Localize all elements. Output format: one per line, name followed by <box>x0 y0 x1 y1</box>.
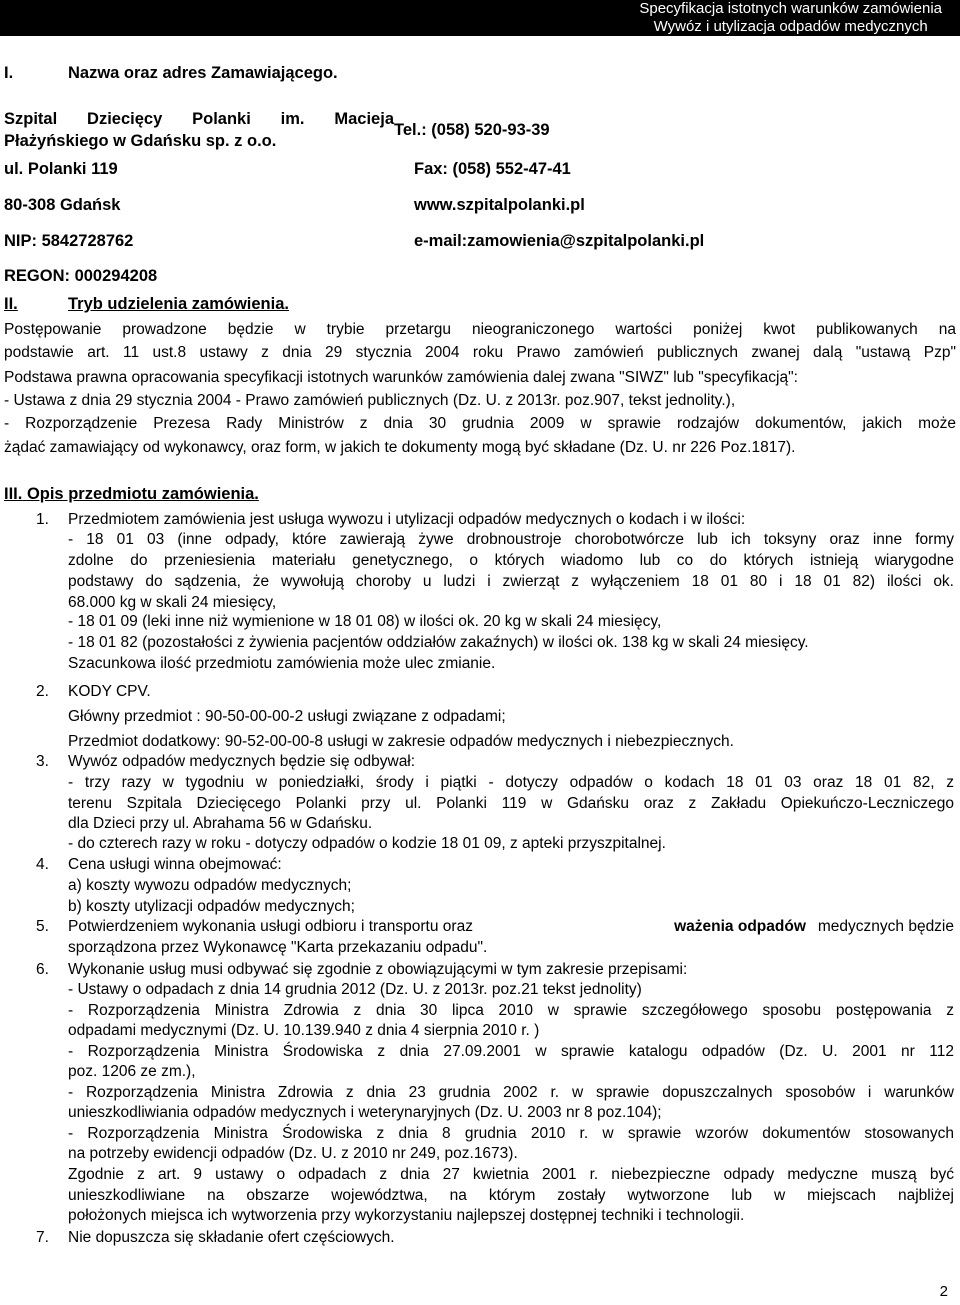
email-link[interactable]: e-mail:zamowienia@szpitalpolanki.pl <box>414 232 705 250</box>
item-line: Główny przedmiot : 90-50-00-00-2 usługi związane z odpadami; <box>68 708 506 725</box>
hospital-name-word: Polanki <box>192 110 251 128</box>
hospital-name-line1 <box>4 110 394 129</box>
item-line: b) koszty utylizacji odpadów medycznych; <box>68 898 355 915</box>
section-2-number: II. <box>4 295 18 313</box>
header-subtitle: Wywóz i utylizacja odpadów medycznych <box>653 18 928 35</box>
item-5-bold: ważenia odpadów <box>674 918 806 935</box>
hospital-name-word: Szpital <box>4 110 58 128</box>
item-number: 1. <box>36 511 49 528</box>
item-line: poz. 1206 ze zm.), <box>68 1063 196 1080</box>
section-2-line: - Rozporządzenie Prezesa Rady Ministrów z dnia 30 grudnia 2009 w sprawie rodzajów dokumentów, jakich może <box>4 415 956 432</box>
section-2-line: - Ustawa z dnia 29 stycznia 2004 - Prawo zamówień publicznych (Dz. U. z 2013r. poz.907, tekst jednolity.), <box>4 392 736 409</box>
item-line: unieszkodliwiania odpadów medycznych i weterynaryjnych (Dz. U. 2003 nr 8 poz.104); <box>68 1104 662 1121</box>
item-5-text-c: medycznych będzie <box>817 918 954 935</box>
item-line: unieszkodliwiane na obszarze województwa, na którym zostały wytworzone lub w miejscach najbliżej <box>68 1187 954 1204</box>
section-2-title: Tryb udzielenia zamówienia. <box>68 295 289 313</box>
item-line: Przedmiot dodatkowy: 90-52-00-00-8 usługi w zakresie odpadów medycznych i niebezpiecznych. <box>68 733 734 750</box>
item-line: terenu Szpitala Dziecięcego Polanki przy ul. Polanki 119 w Gdańsku oraz z Zakładu Opiekuńczo-Leczniczego <box>68 795 954 812</box>
header-title: Specyfikacja istotnych warunków zamówienia <box>639 0 942 17</box>
item-number: 6. <box>36 961 49 978</box>
item-line: - do czterech razy w roku - dotyczy odpadów o kodzie 18 01 09, z apteki przyszpitalnej. <box>68 835 666 852</box>
item-line: zdolne do przeniesienia materiału genetycznego, o których wiadomo lub co do których istnieją wiarygodne <box>68 552 954 569</box>
item-line <box>68 918 954 936</box>
item-5-text-a: Potwierdzeniem wykonania usługi odbioru i transportu oraz <box>68 918 473 935</box>
item-line: - 18 01 82 (pozostałości z żywienia pacjentów oddziałów zakaźnych) w ilości ok. 138 kg w skali 24 miesięcy. <box>68 634 809 651</box>
item-line: - Rozporządzenia Ministra Środowiska z dnia 8 grudnia 2010 r. w sprawie wzorów dokumentów stosowanych <box>68 1125 954 1142</box>
item-line: położonych miejsca ich wytworzenia przy wykorzystaniu najlepszej dostępnej techniki i technologii. <box>68 1207 745 1224</box>
item-5-text-b <box>674 918 954 936</box>
item-line: Szacunkowa ilość przedmiotu zamówienia może ulec zmianie. <box>68 655 496 672</box>
item-line: Nie dopuszcza się składanie ofert częściowych. <box>68 1229 395 1246</box>
section-2-line: Podstawa prawna opracowania specyfikacji istotnych warunków zamówienia dalej zwana "SIWZ" lub "specyfikacją": <box>4 369 798 386</box>
item-line: Cena usługi winna obejmować: <box>68 856 282 873</box>
item-line: - trzy razy w tygodniu w poniedziałki, środy i piątki - dotyczy odpadów o kodach 18 01 03 oraz 18 01 82, z <box>68 774 954 791</box>
nip-number: NIP: 5842728762 <box>4 232 134 250</box>
item-line: KODY CPV. <box>68 683 151 700</box>
item-line: - Rozporządzenia Ministra Środowiska z dnia 27.09.2001 w sprawie katalogu odpadów (Dz. U. 2001 nr 112 <box>68 1043 954 1060</box>
item-line: podstawy do sądzenia, że wywołują choroby u ludzi i zwierząt z wyłączeniem 18 01 80 i 18 01 82) ilości ok. <box>68 573 954 590</box>
item-line: Przedmiotem zamówienia jest usługa wywozu i utylizacji odpadów medycznych o kodach i w ilości: <box>68 511 746 528</box>
item-line: - 18 01 03 (inne odpady, które zawierają żywe drobnoustroje chorobotwórcze lub ich toksyny oraz inne formy <box>68 531 954 548</box>
item-line: - 18 01 09 (leki inne niż wymienione w 18 01 08) w ilości ok. 20 kg w skali 24 miesięcy, <box>68 613 662 630</box>
item-line: odpadami medycznymi (Dz. U. 10.139.940 z dnia 4 sierpnia 2010 r. ) <box>68 1022 540 1039</box>
hospital-name-line2: Płażyńskiego w Gdańsku sp. z o.o. <box>4 132 277 150</box>
item-number: 4. <box>36 856 49 873</box>
hospital-name-word: im. <box>280 110 305 128</box>
phone: Tel.: (058) 520-93-39 <box>394 121 550 139</box>
section-3-number: III. <box>4 485 23 503</box>
item-line: - Rozporządzenia Ministra Zdrowia z dnia 30 lipca 2010 w sprawie szczegółowego sposobu postępowania z <box>68 1002 954 1019</box>
item-line: Wywóz odpadów medycznych będzie się odbywał: <box>68 753 416 770</box>
item-line: Zgodnie z art. 9 ustawy o odpadach z dnia 27 kwietnia 2001 r. niebezpieczne odpady medyczne muszą być <box>68 1166 954 1183</box>
hospital-name-word: Macieja <box>334 110 394 128</box>
item-line: Wykonanie usług musi odbywać się zgodnie z obowiązującymi w tym zakresie przepisami: <box>68 961 688 978</box>
document-header <box>639 0 942 36</box>
item-line: - Rozporządzenia Ministra Zdrowia z dnia 23 grudnia 2002 r. w sprawie dopuszczalnych sposobów i warunków <box>68 1084 954 1101</box>
item-line: 68.000 kg w skali 24 miesięcy, <box>68 594 277 611</box>
item-number: 3. <box>36 753 49 770</box>
item-number: 2. <box>36 683 49 700</box>
page-number: 2 <box>939 1283 948 1300</box>
section-2-line: podstawie art. 11 ust.8 ustawy z dnia 29 stycznia 2004 roku Prawo zamówień publicznych zwanej dalą "ustawą Pzp" <box>4 344 956 361</box>
website-link[interactable]: www.szpitalpolanki.pl <box>414 196 585 214</box>
item-line: a) koszty wywozu odpadów medycznych; <box>68 877 352 894</box>
item-number: 5. <box>36 918 49 935</box>
section-1-number: I. <box>4 64 14 82</box>
fax: Fax: (058) 552-47-41 <box>414 160 571 178</box>
section-3-title: Opis przedmiotu zamówienia. <box>26 485 259 503</box>
street-address: ul. Polanki 119 <box>4 160 118 178</box>
section-2-line: Postępowanie prowadzone będzie w trybie przetargu nieograniczonego wartości poniżej kwot publikowanych na <box>4 321 956 338</box>
item-line: dla Dzieci przy ul. Abrahama 56 w Gdańsku. <box>68 815 373 832</box>
item-line: na potrzeby ewidencji odpadów (Dz. U. z 2010 nr 249, poz.1673). <box>68 1145 518 1162</box>
hospital-name-word: Dziecięcy <box>87 110 163 128</box>
item-line: sporządzona przez Wykonawcę "Karta przekazaniu odpadu". <box>68 939 488 956</box>
city-address: 80-308 Gdańsk <box>4 196 121 214</box>
section-1-title: Nazwa oraz adres Zamawiającego. <box>68 64 338 82</box>
section-3-title-line <box>4 485 259 504</box>
regon-number: REGON: 000294208 <box>4 267 158 285</box>
section-2-line: żądać zamawiający od wykonawcy, oraz form, w jakich te dokumenty mogą być składane (Dz. U. nr 226 Poz.1817). <box>4 439 796 456</box>
item-number: 7. <box>36 1229 49 1246</box>
item-line: - Ustawy o odpadach z dnia 14 grudnia 2012 (Dz. U. z 2013r. poz.21 tekst jednolity) <box>68 981 642 998</box>
